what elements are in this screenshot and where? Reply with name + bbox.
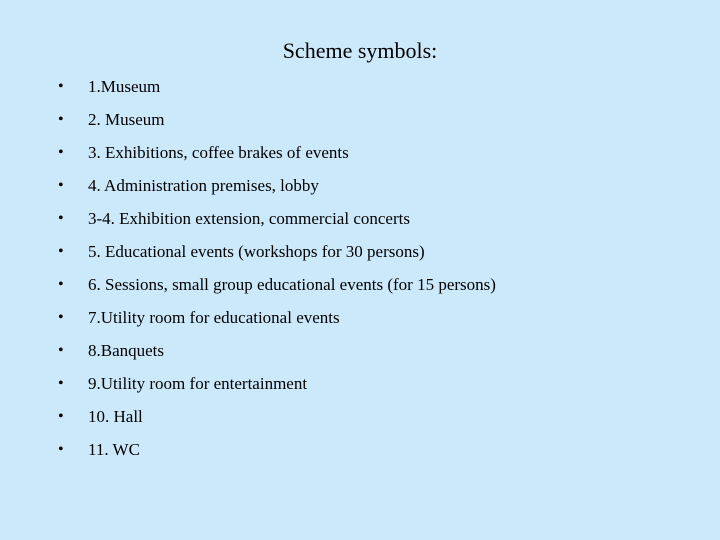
list-item-label: 3. Exhibitions, coffee brakes of events: [88, 143, 349, 162]
bullet-icon: •: [58, 144, 64, 161]
bullet-icon: •: [58, 309, 64, 326]
bullet-icon: •: [58, 243, 64, 260]
bullet-icon: •: [58, 342, 64, 359]
bullet-icon: •: [58, 111, 64, 128]
list-item-label: 9.Utility room for entertainment: [88, 374, 308, 393]
list-item-label: 11. WC: [88, 440, 140, 459]
slide-title: [0, 38, 720, 64]
list-item-label: 5. Educational events (workshops for 30 persons): [88, 242, 425, 261]
list-item-label: 4. Administration premises, lobby: [88, 176, 319, 195]
list-item-label: 6. Sessions, small group educational events (for 15 persons): [88, 275, 496, 294]
bullet-icon: •: [58, 375, 64, 392]
list-item-label: 2. Museum: [88, 110, 165, 129]
list-item-label: 10. Hall: [88, 407, 143, 426]
bullet-icon: •: [58, 78, 64, 95]
list-item-label: 8.Banquets: [88, 341, 165, 360]
list-item-label: 1.Museum: [88, 77, 161, 96]
list-item-label: 3-4. Exhibition extension, commercial concerts: [88, 209, 410, 228]
bullet-icon: •: [58, 408, 64, 425]
bullet-icon: •: [58, 276, 64, 293]
slide-title-text: Scheme symbols:: [282, 38, 438, 63]
bullet-icon: •: [58, 177, 64, 194]
list-item-label: 7.Utility room for educational events: [88, 308, 340, 327]
bullet-icon: •: [58, 210, 64, 227]
bullet-icon: •: [58, 441, 64, 458]
